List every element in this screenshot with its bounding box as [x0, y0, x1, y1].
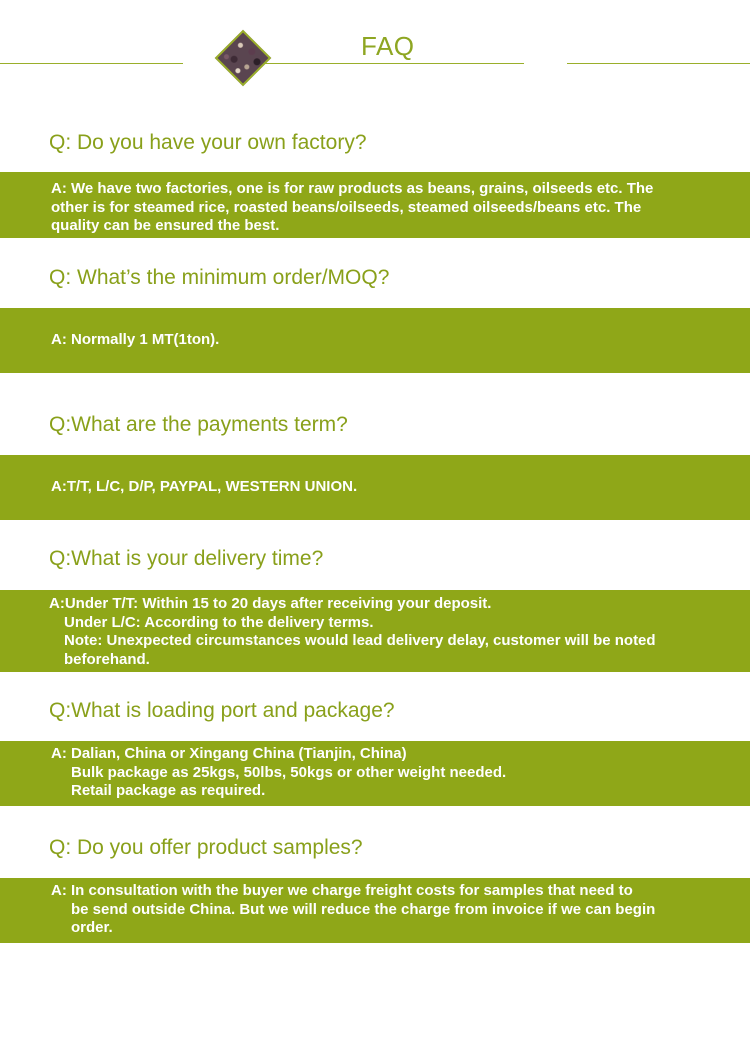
answer-line: other is for steamed rice, roasted beans/oilseeds, steamed oilseeds/beans etc. The: [51, 198, 642, 216]
answer-line: A: Dalian, China or Xingang China (Tianjin, China): [51, 745, 407, 762]
answer-line: A:Under T/T: Within 15 to 20 days after receiving your deposit.: [49, 595, 492, 612]
faq-question-moq: Q: What’s the minimum order/MOQ?: [49, 266, 390, 289]
faq-answer-delivery: [0, 590, 750, 672]
answer-line: quality can be ensured the best.: [51, 217, 280, 234]
answer-line: A:T/T, L/C, D/P, PAYPAL, WESTERN UNION.: [51, 478, 358, 496]
answer-line: A: We have two factories, one is for raw products as beans, grains, oilseeds etc. The: [51, 180, 654, 197]
answer-line: Under L/C: According to the delivery terms.: [64, 613, 374, 631]
faq-answer-loading: [0, 741, 750, 806]
faq-question-samples: Q: Do you offer product samples?: [49, 836, 363, 859]
faq-question-loading: Q:What is loading port and package?: [49, 699, 395, 722]
header-rule-middle: [265, 63, 524, 64]
faq-question-delivery: Q:What is your delivery time?: [49, 547, 324, 570]
faq-answer-factory: [0, 172, 750, 238]
header-rule-left: [0, 63, 183, 64]
faq-question-factory: Q: Do you have your own factory?: [49, 131, 367, 154]
page-title: FAQ: [361, 31, 415, 61]
grain-mix-diamond-icon: [215, 30, 272, 87]
faq-answer-moq: [0, 308, 750, 373]
faq-answer-payment: [0, 455, 750, 520]
answer-line: beforehand.: [64, 650, 150, 668]
answer-line: order.: [71, 919, 113, 936]
answer-line: Note: Unexpected circumstances would lead delivery delay, customer will be noted: [64, 632, 656, 649]
answer-line: A: In consultation with the buyer we charge freight costs for samples that need to: [51, 882, 633, 899]
answer-line: Bulk package as 25kgs, 50lbs, 50kgs or other weight needed.: [71, 763, 507, 781]
header-rule-right: [567, 63, 750, 64]
faq-question-payment: Q:What are the payments term?: [49, 413, 348, 436]
faq-header: [0, 0, 750, 100]
answer-line: A: Normally 1 MT(1ton).: [51, 331, 220, 349]
answer-line: be send outside China. But we will reduce the charge from invoice if we can begin: [71, 900, 656, 918]
answer-line: Retail package as required.: [71, 782, 266, 799]
faq-answer-samples: [0, 878, 750, 943]
